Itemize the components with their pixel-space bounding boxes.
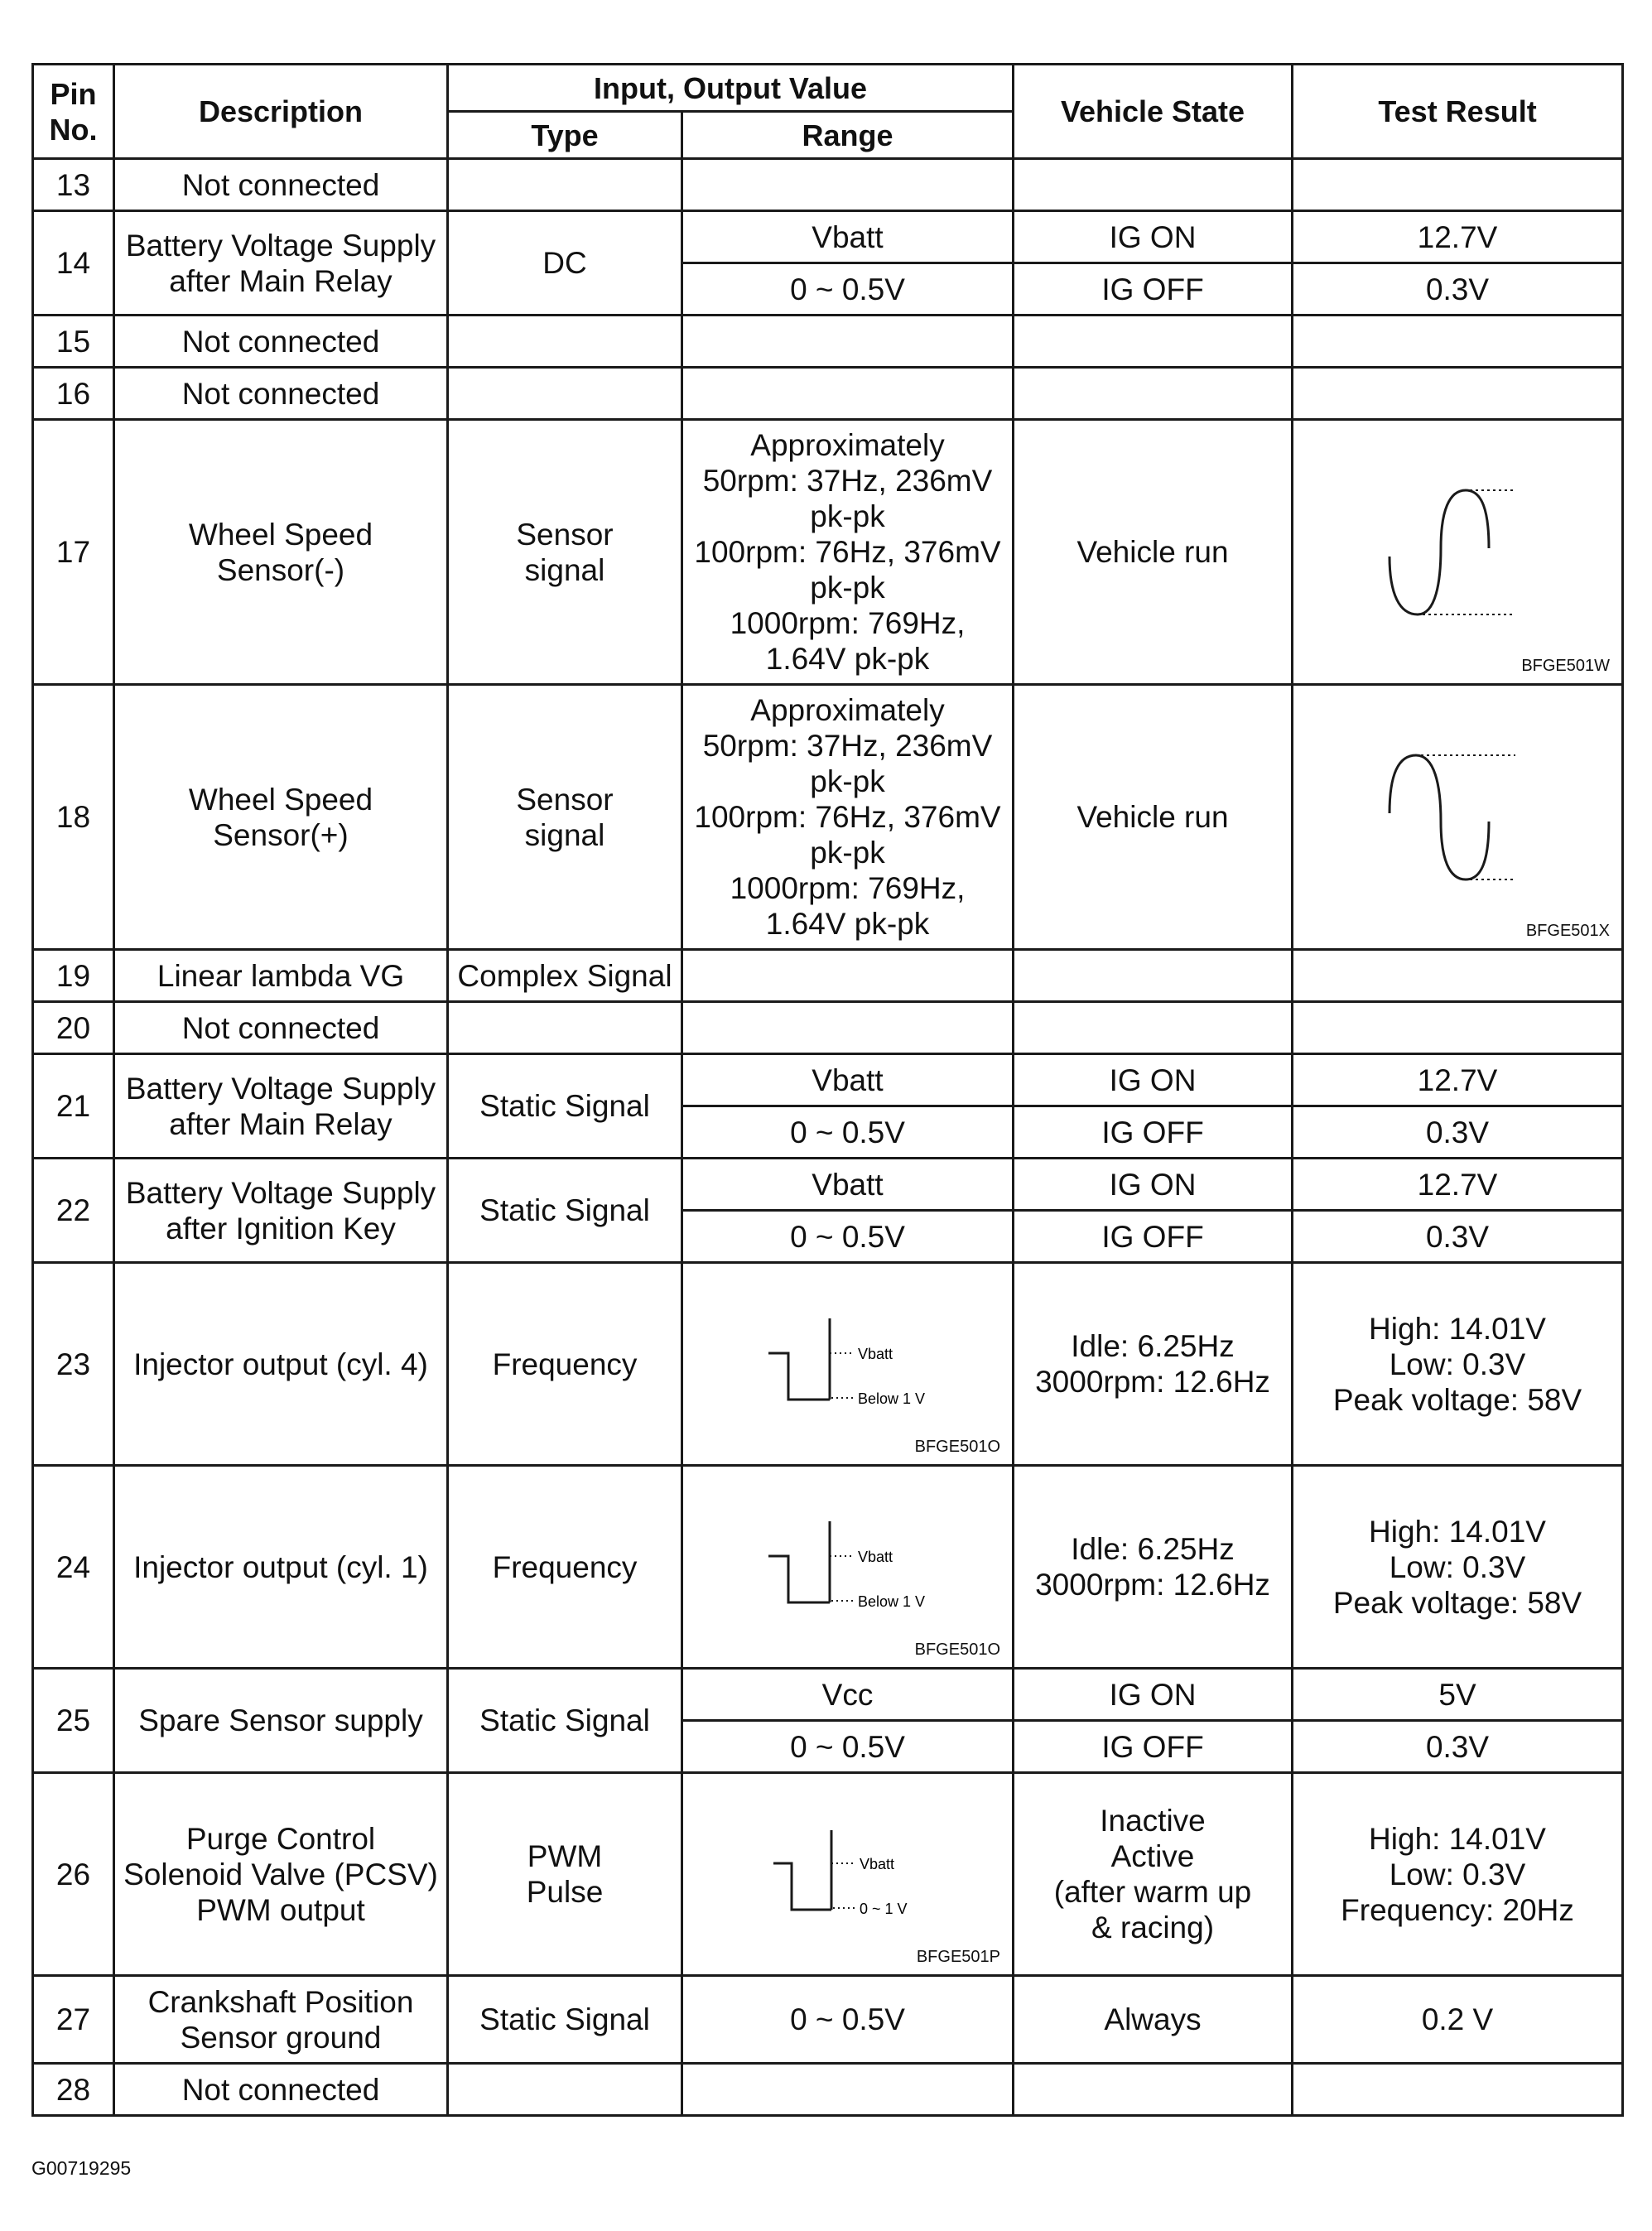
pin-number: 22 (33, 1159, 114, 1263)
signal-type: Sensor signal (448, 685, 682, 950)
pin-number: 13 (33, 159, 114, 211)
waveform-cell (1293, 685, 1623, 950)
header-type: Type (448, 112, 682, 159)
figure-code: BFGE501W (1521, 657, 1611, 675)
vehicle-state: IG ON (1014, 1159, 1293, 1211)
pulse-waveform-icon (740, 1302, 956, 1426)
signal-type: Sensor signal (448, 420, 682, 685)
table-row (33, 316, 1623, 368)
header-test-result: Test Result (1293, 65, 1623, 159)
pin-description: Battery Voltage Supply after Main Relay (114, 1054, 448, 1159)
signal-range: 0 ~ 0.5V (682, 1211, 1014, 1263)
header-row (33, 65, 1623, 112)
sine-waveform-icon (1350, 482, 1565, 623)
pin-description: Spare Sensor supply (114, 1669, 448, 1773)
pin-number: 26 (33, 1773, 114, 1976)
table-row (33, 1669, 1623, 1721)
pin-description: Injector output (cyl. 1) (114, 1466, 448, 1669)
pin-description: Wheel Speed Sensor(+) (114, 685, 448, 950)
test-result: High: 14.01V Low: 0.3V Frequency: 20Hz (1293, 1773, 1623, 1976)
test-result: 12.7V (1293, 1054, 1623, 1106)
figure-code: BFGE501O (914, 1438, 1001, 1456)
signal-type: Static Signal (448, 1054, 682, 1159)
pin-number: 25 (33, 1669, 114, 1773)
waveform-high-label: Vbatt (857, 1549, 893, 1565)
vehicle-state: IG OFF (1014, 1721, 1293, 1773)
vehicle-state: IG ON (1014, 211, 1293, 263)
test-result: High: 14.01V Low: 0.3V Peak voltage: 58V (1293, 1466, 1623, 1669)
signal-range: 0 ~ 0.5V (682, 263, 1014, 316)
vehicle-state: Inactive Active (after warm up & racing) (1014, 1773, 1293, 1976)
waveform-cell (682, 1263, 1014, 1466)
pin-description: Not connected (114, 316, 448, 368)
table-row (33, 159, 1623, 211)
test-result: 0.3V (1293, 1106, 1623, 1159)
signal-range: Approximately 50rpm: 37Hz, 236mV pk-pk 100rpm: 76Hz, 376mV pk-pk 1000rpm: 769Hz, 1.64V pk-pk (682, 685, 1014, 950)
table-row (33, 211, 1623, 263)
pin-description: Not connected (114, 2064, 448, 2116)
table-row (33, 1773, 1623, 1976)
waveform-cell (682, 1466, 1014, 1669)
figure-code: BFGE501P (916, 1948, 1001, 1966)
signal-range: Vcc (682, 1669, 1014, 1721)
pin-number: 23 (33, 1263, 114, 1466)
table-row (33, 1976, 1623, 2064)
pin-number: 28 (33, 2064, 114, 2116)
figure-code: BFGE501O (914, 1641, 1001, 1659)
pin-description: Not connected (114, 368, 448, 420)
waveform-cell (682, 1773, 1014, 1976)
pin-number: 19 (33, 950, 114, 1002)
waveform-low-label: Below 1 V (857, 1390, 925, 1407)
signal-type: DC (448, 211, 682, 316)
test-result: 12.7V (1293, 1159, 1623, 1211)
waveform-high-label: Vbatt (859, 1856, 894, 1872)
signal-type: Frequency (448, 1466, 682, 1669)
header-vehicle-state: Vehicle State (1014, 65, 1293, 159)
vehicle-state: IG OFF (1014, 1106, 1293, 1159)
signal-type: Frequency (448, 1263, 682, 1466)
test-result: 12.7V (1293, 211, 1623, 263)
signal-type: Static Signal (448, 1669, 682, 1773)
test-result: 5V (1293, 1669, 1623, 1721)
pin-number: 14 (33, 211, 114, 316)
header-pin-no: Pin No. (33, 65, 114, 159)
signal-range: Vbatt (682, 1159, 1014, 1211)
table-row (33, 420, 1623, 685)
vehicle-state: IG OFF (1014, 263, 1293, 316)
table-row (33, 368, 1623, 420)
signal-range: Vbatt (682, 1054, 1014, 1106)
pin-table-sheet (31, 63, 1621, 2117)
test-result: 0.3V (1293, 1721, 1623, 1773)
pin-number: 18 (33, 685, 114, 950)
signal-range: Vbatt (682, 211, 1014, 263)
pin-table (31, 63, 1624, 2117)
table-row (33, 2064, 1623, 2116)
figure-code: BFGE501X (1525, 922, 1611, 940)
header-io-value: Input, Output Value (448, 65, 1014, 112)
vehicle-state: IG OFF (1014, 1211, 1293, 1263)
signal-range: 0 ~ 0.5V (682, 1976, 1014, 2064)
signal-range: 0 ~ 0.5V (682, 1106, 1014, 1159)
table-row (33, 1002, 1623, 1054)
waveform-low-label: 0 ~ 1 V (859, 1901, 908, 1917)
pin-description: Crankshaft Position Sensor ground (114, 1976, 448, 2064)
vehicle-state: Always (1014, 1976, 1293, 2064)
pulse-waveform-icon (740, 1812, 956, 1936)
vehicle-state: IG ON (1014, 1669, 1293, 1721)
pin-number: 24 (33, 1466, 114, 1669)
pin-number: 20 (33, 1002, 114, 1054)
sine-waveform-icon (1350, 747, 1565, 888)
pin-description: Battery Voltage Supply after Ignition Key (114, 1159, 448, 1263)
signal-type: Static Signal (448, 1159, 682, 1263)
vehicle-state: Vehicle run (1014, 420, 1293, 685)
pin-number: 21 (33, 1054, 114, 1159)
signal-type: Static Signal (448, 1976, 682, 2064)
vehicle-state: Idle: 6.25Hz 3000rpm: 12.6Hz (1014, 1466, 1293, 1669)
test-result: 0.3V (1293, 263, 1623, 316)
pin-description: Purge Control Solenoid Valve (PCSV) PWM output (114, 1773, 448, 1976)
pin-description: Injector output (cyl. 4) (114, 1263, 448, 1466)
test-result: 0.2 V (1293, 1976, 1623, 2064)
table-row (33, 1054, 1623, 1106)
pin-description: Linear lambda VG (114, 950, 448, 1002)
table-row (33, 950, 1623, 1002)
signal-range: Approximately 50rpm: 37Hz, 236mV pk-pk 100rpm: 76Hz, 376mV pk-pk 1000rpm: 769Hz, 1.64V pk-pk (682, 420, 1014, 685)
signal-type: PWM Pulse (448, 1773, 682, 1976)
test-result: 0.3V (1293, 1211, 1623, 1263)
pin-number: 16 (33, 368, 114, 420)
pin-description: Battery Voltage Supply after Main Relay (114, 211, 448, 316)
vehicle-state: Vehicle run (1014, 685, 1293, 950)
header-description: Description (114, 65, 448, 159)
table-row (33, 685, 1623, 950)
pin-number: 27 (33, 1976, 114, 2064)
waveform-cell (1293, 420, 1623, 685)
test-result: High: 14.01V Low: 0.3V Peak voltage: 58V (1293, 1263, 1623, 1466)
pin-description: Not connected (114, 1002, 448, 1054)
pin-description: Not connected (114, 159, 448, 211)
pin-number: 15 (33, 316, 114, 368)
vehicle-state: Idle: 6.25Hz 3000rpm: 12.6Hz (1014, 1263, 1293, 1466)
table-row (33, 1263, 1623, 1466)
document-id: G00719295 (31, 2157, 132, 2179)
header-range: Range (682, 112, 1014, 159)
waveform-high-label: Vbatt (857, 1346, 893, 1362)
pin-description: Wheel Speed Sensor(-) (114, 420, 448, 685)
vehicle-state: IG ON (1014, 1054, 1293, 1106)
waveform-low-label: Below 1 V (857, 1593, 925, 1610)
table-row (33, 1159, 1623, 1211)
signal-type: Complex Signal (448, 950, 682, 1002)
pin-number: 17 (33, 420, 114, 685)
signal-range: 0 ~ 0.5V (682, 1721, 1014, 1773)
table-row (33, 1466, 1623, 1669)
pulse-waveform-icon (740, 1505, 956, 1629)
